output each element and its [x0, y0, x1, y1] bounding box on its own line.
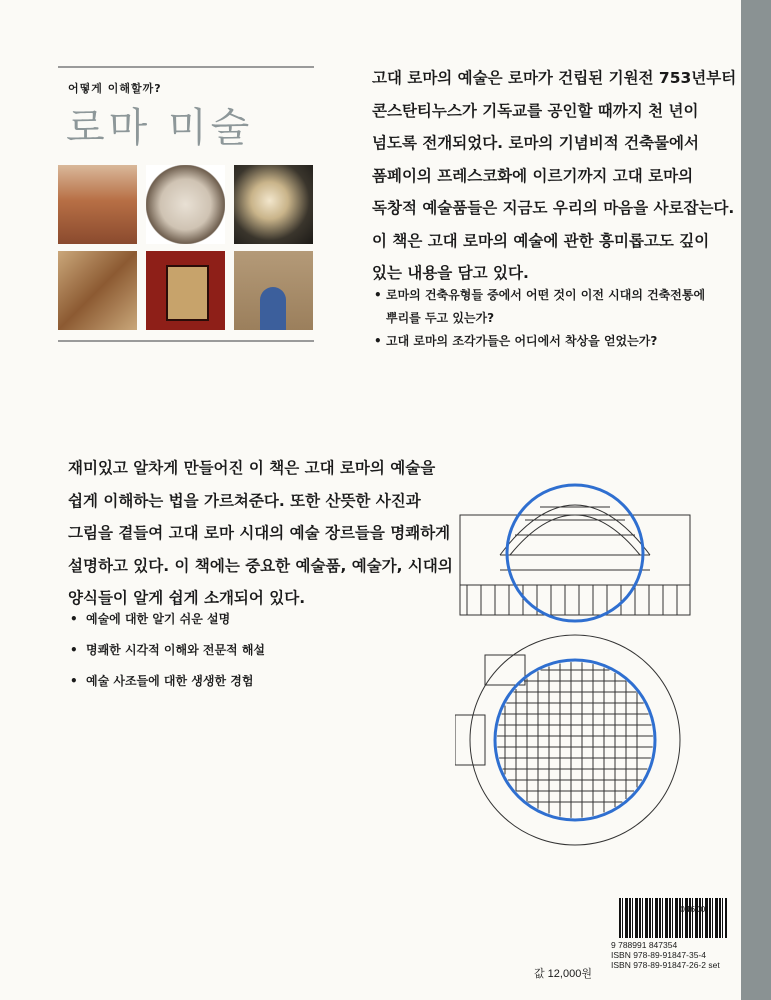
- pantheon-elevation: [460, 505, 690, 615]
- description-paragraph: [68, 452, 453, 615]
- text-line: 고대 로마의 예술은 로마가 건립된 기원전 753년부터: [372, 69, 737, 87]
- isbn-set: ISBN 978-89-91847-26-2 set: [611, 960, 720, 970]
- feature-item: • 예술 사조들에 대한 생생한 경험: [70, 666, 265, 697]
- book-spine-edge: [741, 0, 771, 1000]
- barcode: [619, 898, 727, 938]
- text-line: 이 책은 고대 로마의 예술에 관한 흥미롭고도 깊이: [372, 231, 710, 250]
- text-line: 콘스탄티누스가 기독교를 공인할 때까지 천 년이: [372, 101, 699, 120]
- augustus-statue-image: [234, 165, 313, 244]
- highlight-circle: [495, 660, 655, 820]
- text-line: 있는 내용을 담고 있다.: [372, 264, 529, 282]
- text-line: 양식들이 알게 쉽게 소개되어 있다.: [68, 589, 306, 607]
- cameo-relief-image: [146, 165, 225, 244]
- text-line: 넘도록 전개되었다. 로마의 기념비적 건축물에서: [372, 134, 699, 152]
- top-rule: [58, 66, 314, 68]
- pompeii-fresco-image: [146, 251, 225, 330]
- book-title: 로마 미술: [66, 105, 254, 151]
- triumphal-arch-image: [234, 251, 313, 330]
- text-line: 설명하고 있다. 이 책에는 중요한 예술품, 예술가, 시대의: [68, 556, 453, 575]
- feature-item: • 명쾌한 시각적 이해와 전문적 해설: [70, 635, 265, 666]
- question-list: [374, 284, 705, 353]
- feature-list: [70, 604, 265, 697]
- isbn: ISBN 978-89-91847-35-4: [611, 950, 706, 960]
- question-item: • 고대 로마의 조각가들은 어디에서 착상을 얻었는가?: [374, 330, 705, 353]
- text-line: 쉽게 이해하는 법을 가르쳐준다. 또한 산뜻한 사진과: [68, 491, 421, 510]
- intro-paragraph: [372, 62, 736, 290]
- barcode-addon: 04600: [680, 905, 706, 914]
- text-line: 재미있고 알차게 만들어진 이 책은 고대 로마의 예술을: [68, 459, 436, 477]
- text-line: 그림을 곁들여 고대 로마 시대의 예술 장르들을 명쾌하게: [68, 524, 451, 542]
- series-subtitle: 어떻게 이해할까?: [68, 82, 162, 95]
- feature-item: • 예술에 대한 알기 쉬운 설명: [70, 604, 265, 635]
- price: 값 12,000원: [534, 968, 592, 980]
- question-item-continued: 뿌리를 두고 있는가?: [386, 311, 495, 325]
- bottom-rule: [58, 340, 314, 342]
- pantheon-drawings: [455, 455, 695, 865]
- text-line: 독창적 예술품들은 지금도 우리의 마음을 사로잡는다.: [372, 199, 735, 217]
- coffer-grid: [460, 507, 690, 585]
- question-item: • 로마의 건축유형들 중에서 어떤 것이 이전 시대의 건축전통에: [374, 284, 705, 307]
- barcode-number: 9 788991 847354: [611, 940, 678, 950]
- isbn-block: [611, 940, 720, 970]
- fresco-figures-image: [58, 251, 137, 330]
- roman-ruins-image: [58, 165, 137, 244]
- pantheon-plan: [455, 635, 680, 845]
- text-line: 폼페이의 프레스코화에 이르기까지 고대 로마의: [372, 166, 694, 185]
